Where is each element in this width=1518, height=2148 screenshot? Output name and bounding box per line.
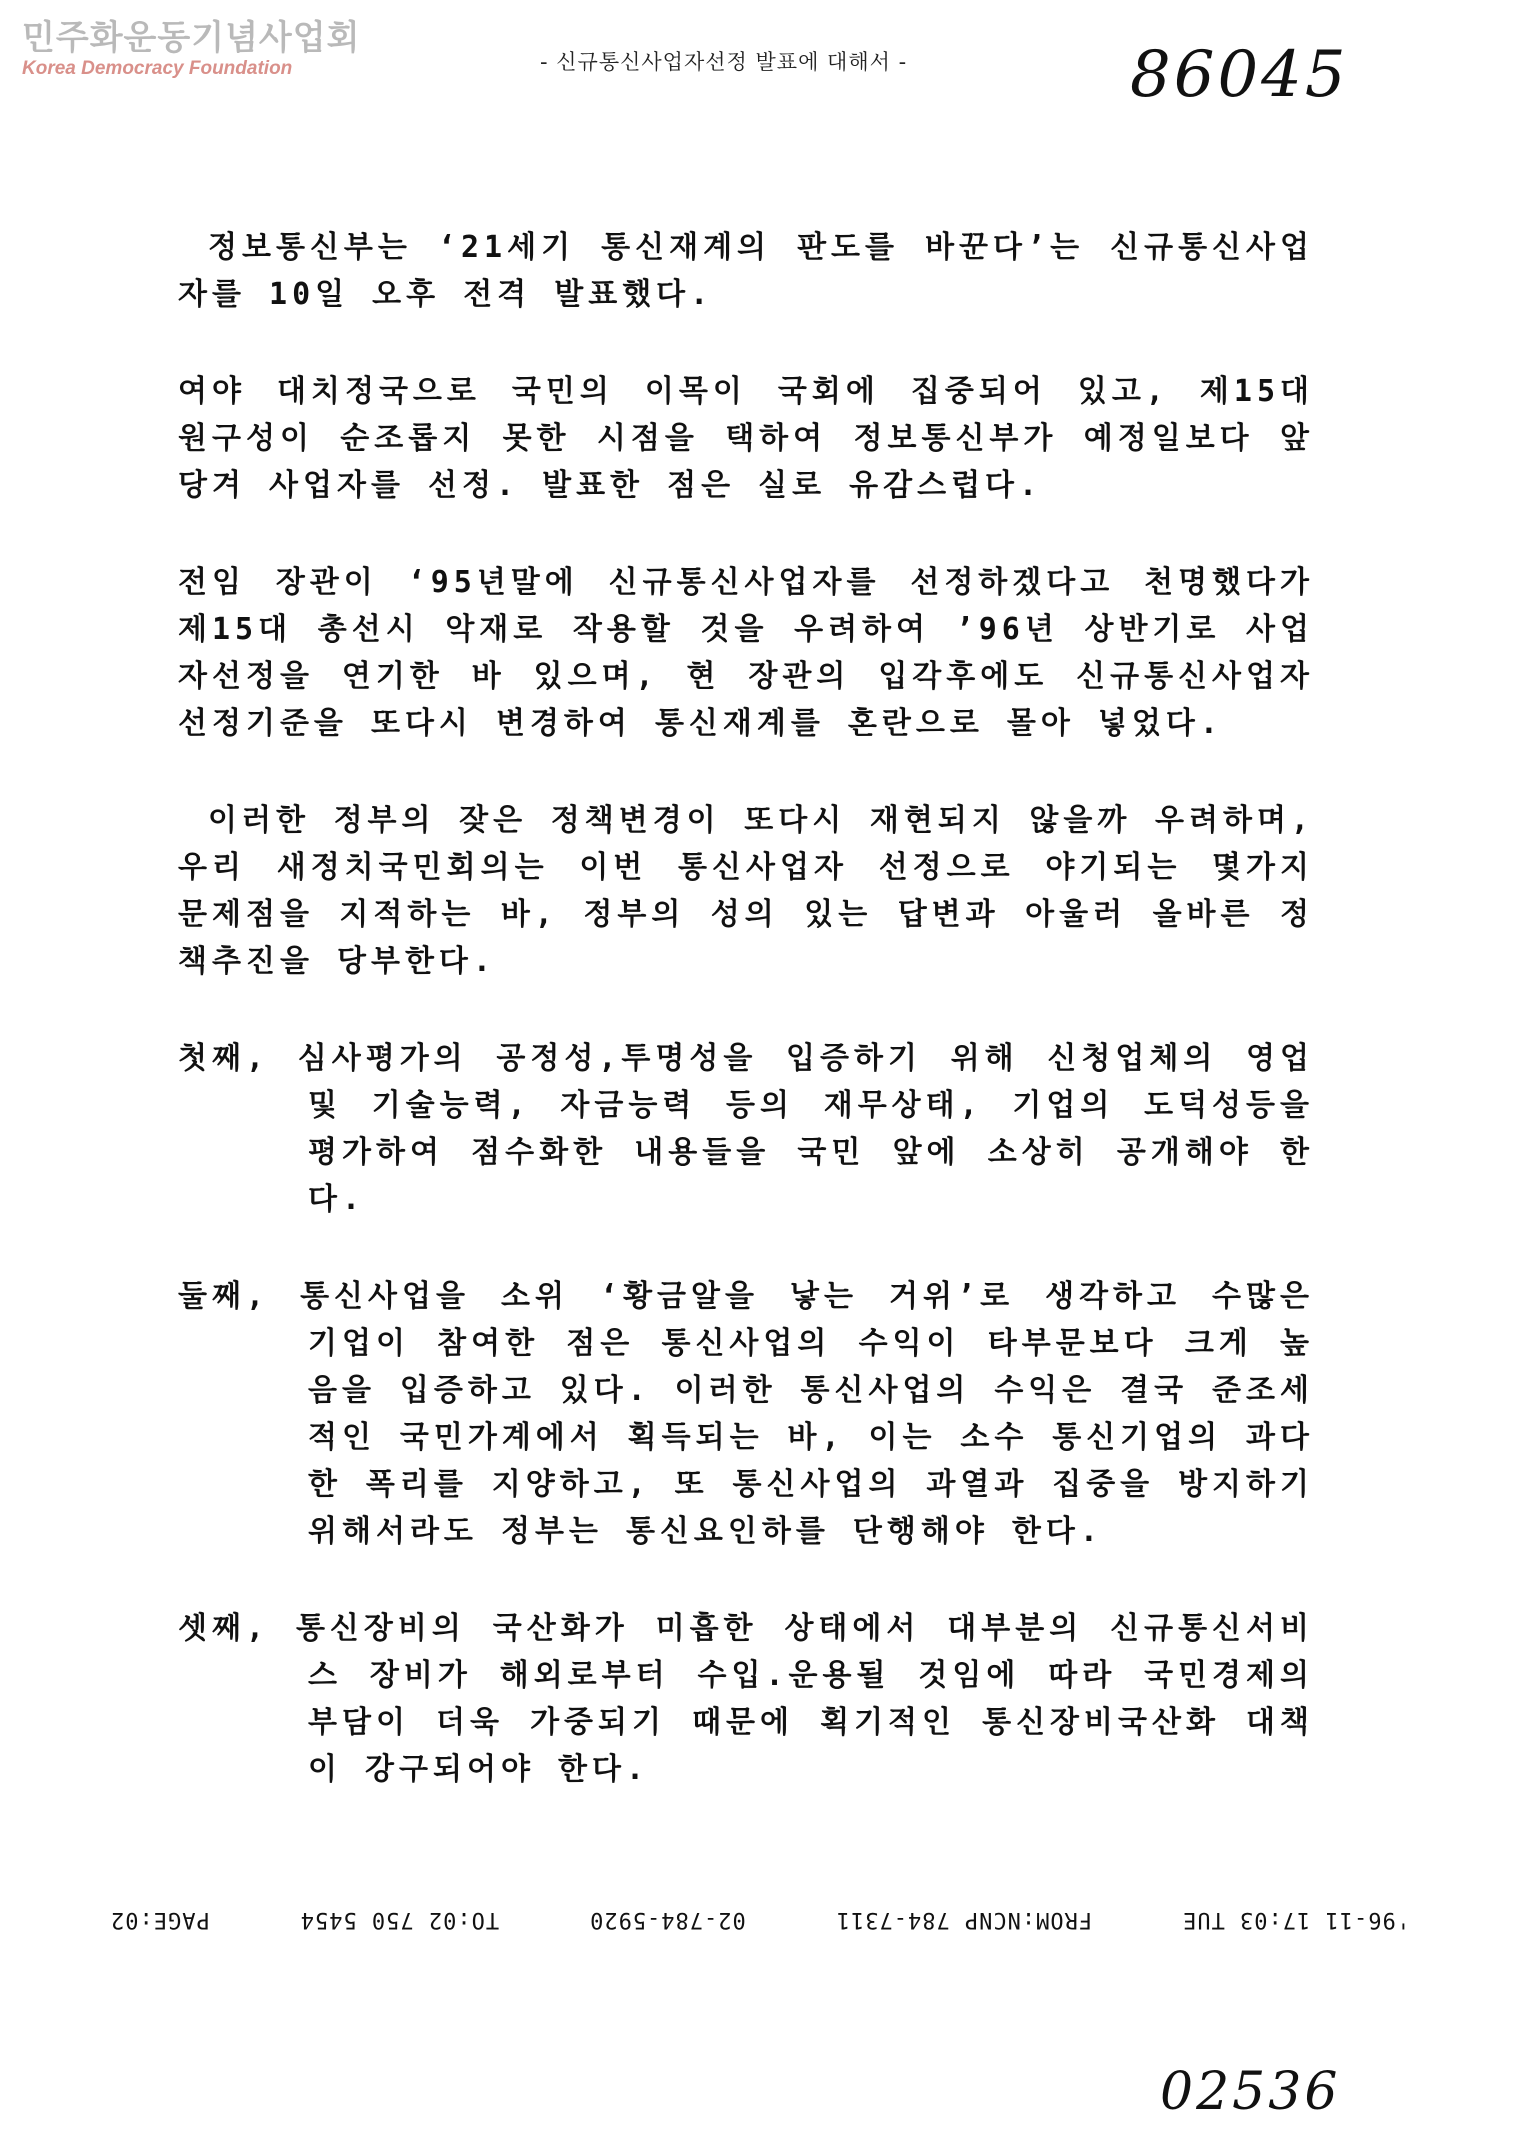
- paragraph: 정보통신부는 ‘21세기 통신재계의 판도를 바꾼다’는 신규통신사업자를 10일 오후 전격 발표했다.: [178, 230, 1314, 312]
- watermark-logo: [22, 18, 360, 80]
- item-text: 통신사업을 소위 ‘황금알을 낳는 거위’로 생각하고 수많은 기업이 참여한 점은 통신사업의 수익이 타부문보다 크게 높음을 입증하고 있다. 이러한 통신사업의 수익은 결국 준조세적인 국민가계에서 획득되는 바, 이는 소수 통신기업의 과다한 폭리를 지양하고, 또 통신사업의 과열과 집중을 방지하기 위해서라도 정부는 통신요인하를 단행해야 한다.: [300, 1279, 1314, 1549]
- list-item-third: [178, 1605, 1314, 1793]
- item-label: 둘째,: [178, 1279, 270, 1314]
- handwritten-page-number: 02536: [1160, 2062, 1341, 2122]
- paragraph: 이러한 정부의 잦은 정책변경이 또다시 재현되지 않을까 우려하며, 우리 새정치국민회의는 이번 통신사업자 선정으로 야기되는 몇가지 문제점을 지적하는 바, 정부의 성의 있는 답변과 아울러 올바른 정책추진을 당부한다.: [178, 803, 1314, 979]
- fax-from: FROM:NCNP 784-7311: [835, 1907, 1093, 1932]
- item-text: 심사평가의 공정성,투명성을 입증하기 위해 신청업체의 영업 및 기술능력, 자금능력 등의 재무상태, 기업의 도덕성등을 평가하여 점수화한 내용들을 국민 앞에 소상히 공개해야 한다.: [297, 1041, 1314, 1217]
- fax-phone: 02-784-5920: [589, 1907, 746, 1932]
- fax-date-time: '96-11 17:03 TUE: [1182, 1907, 1410, 1932]
- item-label: 셋째,: [178, 1611, 270, 1646]
- document-title: - 신규통신사업자선정 발표에 대해서 -: [540, 50, 908, 74]
- watermark-english: Korea Democracy Foundation: [22, 58, 293, 79]
- document-body: [178, 224, 1314, 1793]
- handwritten-document-number: 86045: [1130, 38, 1349, 112]
- paragraph: 전임 장관이 ‘95년말에 신규통신사업자를 선정하겠다고 천명했다가 제15대 총선시 악재로 작용할 것을 우려하여 ’96년 상반기로 사업자선정을 연기한 바 있으며, 현 장관의 입각후에도 신규통신사업자 선정기준을 또다시 변경하여 통신재계를 혼란으로 몰아 넣었다.: [178, 565, 1314, 741]
- paragraph: 여야 대치정국으로 국민의 이목이 국회에 집중되어 있고, 제15대 원구성이 순조롭지 못한 시점을 택하여 정보통신부가 예정일보다 앞당겨 사업자를 선정. 발표한 점은 실로 유감스럽다.: [178, 374, 1314, 503]
- item-text: 통신장비의 국산화가 미흡한 상태에서 대부분의 신규통신서비스 장비가 해외로부터 수입.운용될 것임에 따라 국민경제의 부담이 더욱 가중되기 때문에 획기적인 통신장비국산화 대책이 강구되어야 한다.: [295, 1611, 1314, 1787]
- item-label: 첫째,: [178, 1041, 270, 1076]
- list-item-first: [178, 1035, 1314, 1223]
- list-item-second: [178, 1273, 1314, 1555]
- fax-transmission-header: [110, 1907, 1410, 1932]
- fax-page: PAGE:02: [110, 1907, 210, 1932]
- watermark-korean: 민주화운동기념사업회: [22, 18, 361, 58]
- fax-to: TO:02 750 5454: [299, 1907, 500, 1932]
